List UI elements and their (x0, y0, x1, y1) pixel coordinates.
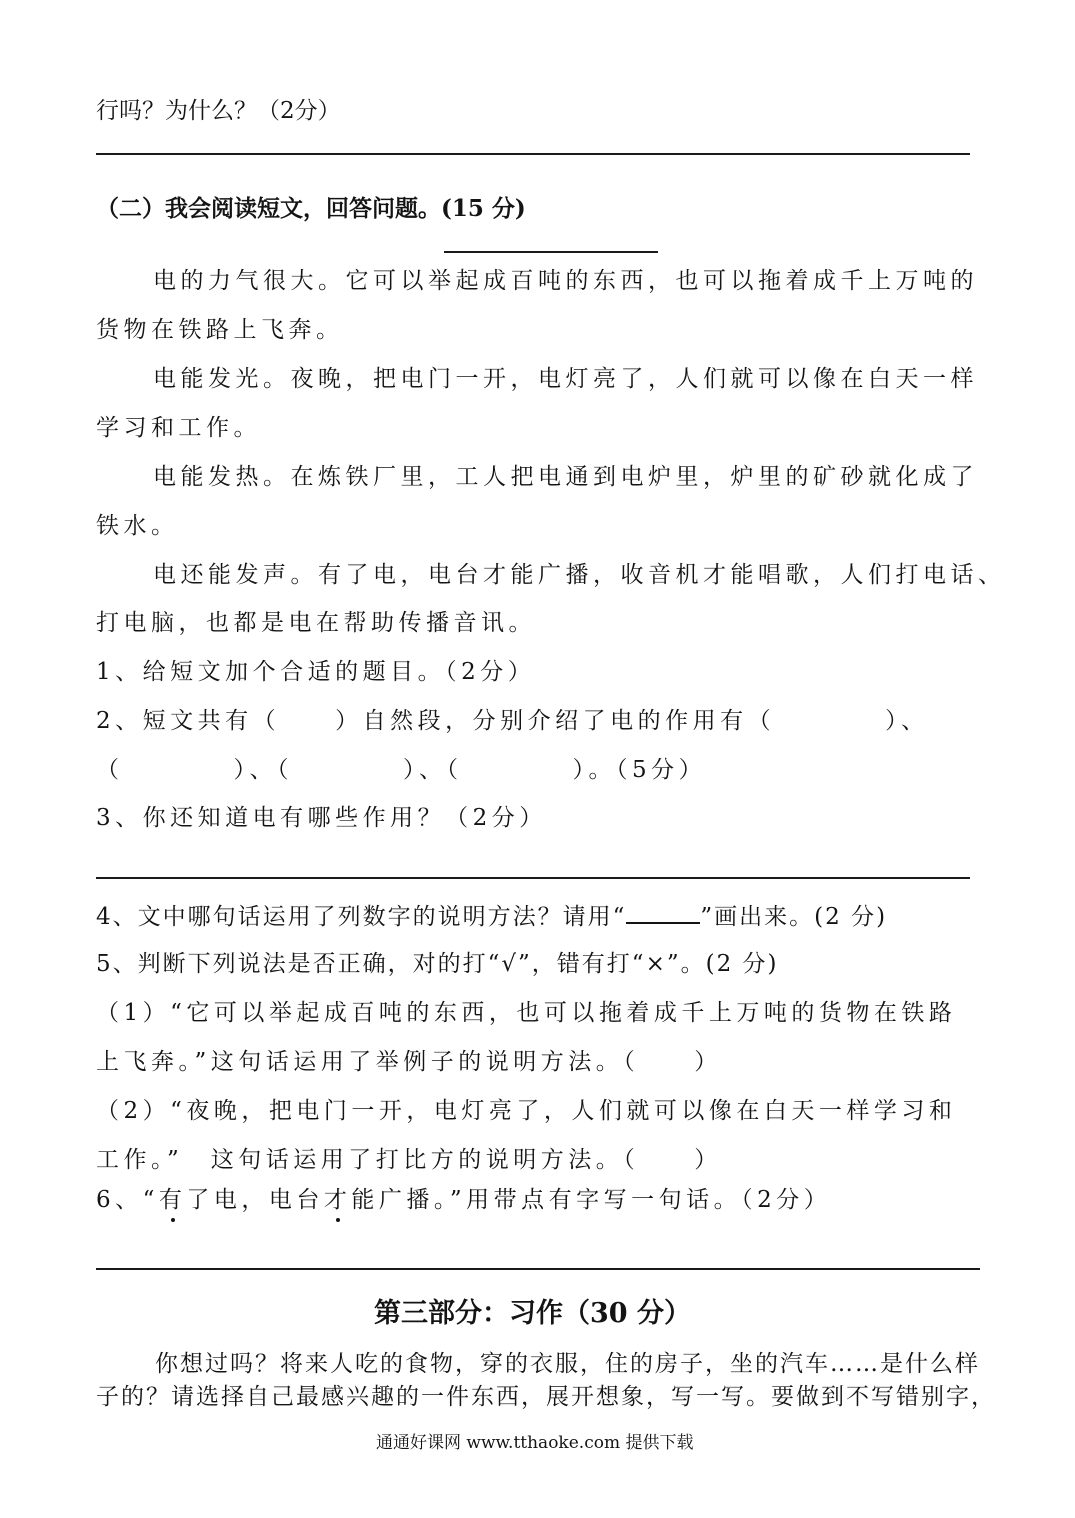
passage-line: 打电脑，也都是电在帮助传播音讯。 (96, 610, 536, 636)
dotted-character: 才 (323, 1187, 352, 1213)
question-5-item-1-continued: 上飞奔。”这句话运用了举例子的说明方法。（ ） (96, 1049, 722, 1075)
passage-line: 铁水。 (96, 513, 179, 539)
passage-line: 货物在铁路上飞奔。 (96, 317, 344, 343)
question-4-text-end: ”画出来。(2 分) (700, 904, 888, 930)
essay-prompt-line: 子的？请选择自己最感兴趣的一件东西，展开想象，写一写。要做到不写错别字， (96, 1384, 996, 1410)
section-heading: （二）我会阅读短文，回答问题。(15 分) (96, 195, 526, 222)
top-question-tail: 行吗？为什么？（2分） (96, 98, 341, 124)
answer-line (96, 153, 970, 155)
question-4-text: 4、文中哪句话运用了列数字的说明方法？请用“ (96, 904, 627, 930)
question-2-continued: （ ）、（ ）、（ ）。（5分） (96, 757, 707, 783)
footer-source: 通通好课网 www.tthaoke.com 提供下载 (376, 1433, 694, 1453)
passage-line: 电的力气很大。它可以举起成百吨的东西，也可以拖着成千上万吨的 (153, 268, 978, 294)
passage-line: 电还能发声。有了电，电台才能广播，收音机才能唱歌，人们打电话、 (153, 562, 1006, 588)
question-6-text: 6、“ (96, 1187, 159, 1213)
question-1: 1、给短文加个合适的题目。（2分） (96, 659, 536, 685)
question-2: 2、短文共有（ ）自然段，分别介绍了电的作用有（ ）、 (96, 708, 929, 734)
question-4 (96, 900, 887, 932)
underline-sample (626, 900, 700, 924)
question-6-text: 了电，电台 (186, 1187, 324, 1213)
question-5-item-1: （1）“它可以举起成百吨的东西，也可以拖着成千上万吨的货物在铁路 (96, 1000, 957, 1026)
passage-line: 学习和工作。 (96, 415, 261, 441)
dotted-character: 有 (158, 1187, 187, 1213)
question-5-item-2: （2）“夜晚，把电门一开，电灯亮了，人们就可以像在白天一样学习和 (96, 1098, 957, 1124)
part-heading: 第三部分：习作（30 分） (374, 1298, 691, 1329)
essay-prompt-line: 你想过吗？将来人吃的食物，穿的衣服，住的房子，坐的汽车……是什么样 (155, 1351, 980, 1377)
answer-line (96, 877, 970, 879)
passage-line: 电能发热。在炼铁厂里，工人把电通到电炉里，炉里的矿砂就化成了 (153, 464, 978, 490)
passage-line: 电能发光。夜晚，把电门一开，电灯亮了，人们就可以像在白天一样 (153, 366, 978, 392)
title-blank-line (444, 251, 658, 253)
question-6-text: 能广播。”用带点有字写一句话。（2分） (351, 1187, 832, 1213)
question-3: 3、你还知道电有哪些作用？（2分） (96, 805, 547, 831)
question-6 (96, 1185, 831, 1215)
question-5-item-2-continued: 工作。” 这句话运用了打比方的说明方法。（ ） (96, 1147, 722, 1173)
answer-line (96, 1268, 980, 1270)
question-5: 5、判断下列说法是否正确，对的打“√”，错有打“×”。(2 分) (96, 951, 779, 977)
